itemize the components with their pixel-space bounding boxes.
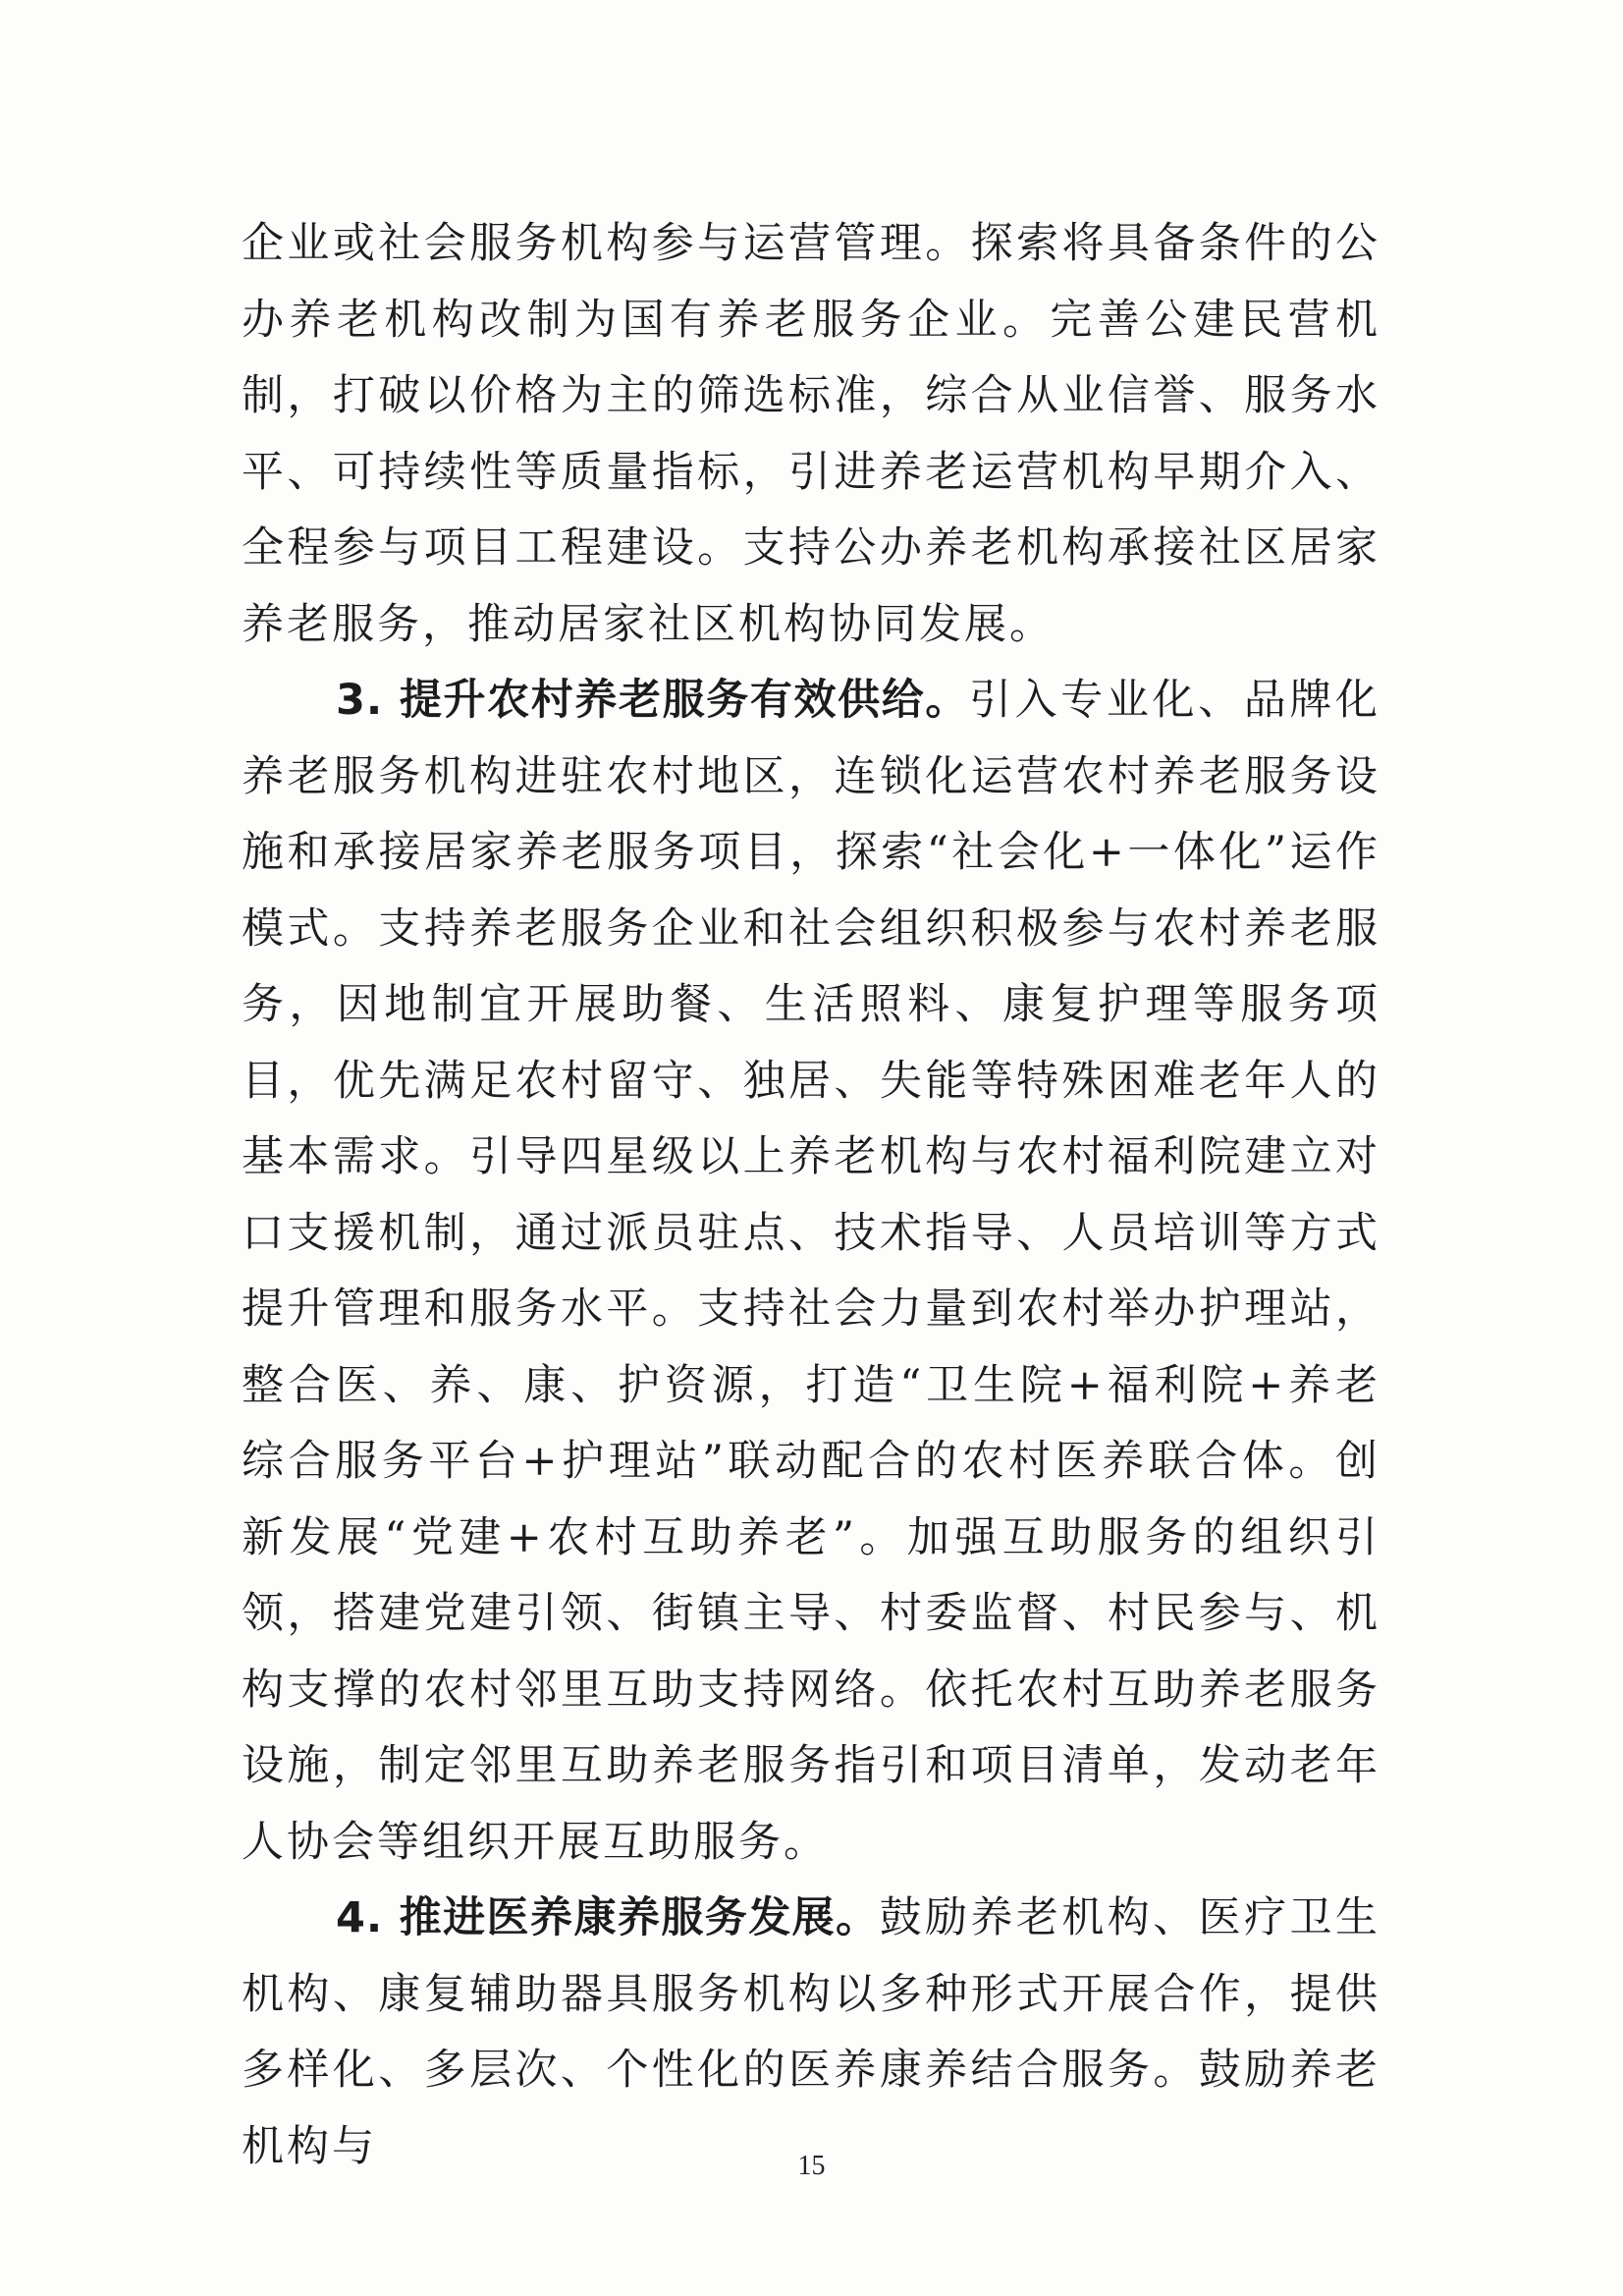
paragraph-1 <box>242 206 1380 663</box>
paragraph-3-text: 鼓励养老机构、医疗卫生机构、康复辅助器具服务机构以多种形式开展合作，提供多样化、多层次、个性化的医养康养结合服务。鼓励养老机构与 <box>242 1893 1381 2171</box>
paragraph-1-text: 企业或社会服务机构参与运营管理。探索将具备条件的公办养老机构改制为国有养老服务企业。完善公建民营机制，打破以价格为主的筛选标准，综合从业信誉、服务水平、可持续性等质量指标，引进养老运营机构早期介入、全程参与项目工程建设。支持公办养老机构承接社区居家养老服务，推动居家社区机构协同发展。 <box>242 219 1380 649</box>
paragraph-2 <box>242 663 1380 1881</box>
paragraph-2-text: 引入专业化、品牌化养老服务机构进驻农村地区，连锁化运营农村养老服务设施和承接居家养老服务项目，探索“社会化+一体化”运作模式。支持养老服务企业和社会组织积极参与农村养老服务，因地制宜开展助餐、生活照料、康复护理等服务项目，优先满足农村留守、独居、失能等特殊困难老年人的基本需求。引导四星级以上养老机构与农村福利院建立对口支援机制，通过派员驻点、技术指导、人员培训等方式提升管理和服务水平。支持社会力量到农村举办护理站，整合医、养、康、护资源，打造“卫生院+福利院+养老综合服务平台+护理站”联动配合的农村医养联合体。创新发展“党建+农村互助养老”。加强互助服务的组织引领，搭建党建引领、街镇主导、村委监督、村民参与、机构支撑的农村邻里互助支持网络。依托农村互助养老服务设施，制定邻里互助养老服务指引和项目清单，发动老年人协会等组织开展互助服务。 <box>242 676 1380 1867</box>
paragraph-2-heading: 3. 提升农村养老服务有效供给。 <box>336 676 969 725</box>
paragraph-3 <box>242 1881 1380 2185</box>
paragraph-3-heading: 4. 推进医养康养服务发展。 <box>336 1893 880 1942</box>
page-number: 15 <box>797 2151 826 2181</box>
body-text <box>242 206 1380 2185</box>
